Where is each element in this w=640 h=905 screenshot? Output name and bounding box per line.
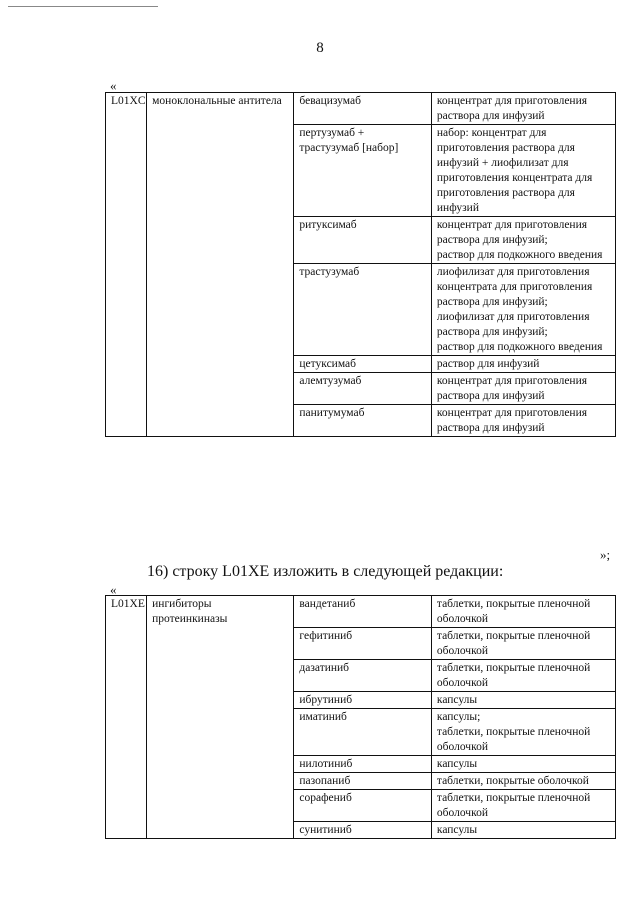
drug-name-cell: нилотиниб [294, 756, 432, 773]
dosage-form-line: набор: концентрат для приготовления раствора для инфузий + лиофилизат для приготовления концентрата для приготовления раствора для инфузий [436, 127, 593, 214]
closing-quote: »; [600, 547, 611, 562]
instruction-text: 16) строку L01XE изложить в следующей редакции: [147, 563, 504, 580]
drug-name-cell: пазопаниб [294, 773, 432, 790]
dosage-form-cell [431, 756, 615, 773]
dosage-form-cell [431, 709, 615, 756]
dosage-form-line: раствор для подкожного введения [436, 341, 603, 353]
dosage-form-line: таблетки, покрытые пленочной оболочкой [436, 630, 591, 657]
drug-name-cell: ибрутиниб [294, 692, 432, 709]
dosage-form-cell [431, 628, 615, 660]
drug-name-cell: гефитиниб [294, 628, 432, 660]
drug-name-cell: сорафениб [294, 790, 432, 822]
dosage-form-line: капсулы [436, 824, 478, 836]
dosage-form-line: концентрат для приготовления раствора для инфузий [436, 375, 588, 402]
drug-name-cell: цетуксимаб [294, 356, 432, 373]
dosage-form-line: таблетки, покрытые пленочной оболочкой [436, 662, 591, 689]
drug-name-cell: панитумумаб [294, 405, 432, 437]
atc-code-cell: L01XE [106, 596, 147, 839]
dosage-form-cell [431, 125, 615, 217]
drug-group-cell: моноклональные антитела [147, 93, 294, 437]
dosage-form-cell [431, 264, 615, 356]
drug-name-cell: вандетаниб [294, 596, 432, 628]
dosage-form-cell [431, 596, 615, 628]
dosage-form-cell [431, 405, 615, 437]
dosage-form-line: капсулы; [436, 711, 481, 723]
dosage-form-line: таблетки, покрытые пленочной оболочкой [436, 598, 591, 625]
drug-name-cell: дазатиниб [294, 660, 432, 692]
drug-name-cell: ритуксимаб [294, 217, 432, 264]
dosage-form-line: таблетки, покрытые оболочкой [436, 775, 589, 787]
table-row [106, 596, 616, 628]
drug-table-l01xe [105, 595, 616, 839]
dosage-form-line: раствор для подкожного введения [436, 249, 603, 261]
opening-quote-2: « [110, 582, 117, 597]
drug-table-l01xc [105, 92, 616, 437]
dosage-form-cell [431, 692, 615, 709]
drug-name-cell: сунитиниб [294, 822, 432, 839]
dosage-form-cell [431, 93, 615, 125]
dosage-form-line: лиофилизат для приготовления раствора для инфузий; [436, 311, 590, 338]
dosage-form-line: концентрат для приготовления раствора для инфузий [436, 95, 588, 122]
dosage-form-line: раствор для инфузий [436, 358, 540, 370]
dosage-form-line: капсулы [436, 758, 478, 770]
dosage-form-line: концентрат для приготовления раствора для инфузий [436, 407, 588, 434]
top-rule [8, 6, 158, 7]
table-row [106, 93, 616, 125]
drug-name-cell: пертузумаб + трастузумаб [набор] [294, 125, 432, 217]
drug-name-cell: алемтузумаб [294, 373, 432, 405]
dosage-form-cell [431, 217, 615, 264]
page-number: 8 [316, 40, 324, 56]
dosage-form-cell [431, 356, 615, 373]
dosage-form-cell [431, 822, 615, 839]
dosage-form-cell [431, 373, 615, 405]
dosage-form-cell [431, 773, 615, 790]
atc-code-cell: L01XC [106, 93, 147, 437]
dosage-form-line: концентрат для приготовления раствора для инфузий; [436, 219, 588, 246]
drug-name-cell: трастузумаб [294, 264, 432, 356]
dosage-form-cell [431, 660, 615, 692]
dosage-form-line: капсулы [436, 694, 478, 706]
drug-name-cell: бевацизумаб [294, 93, 432, 125]
dosage-form-cell [431, 790, 615, 822]
drug-group-cell: ингибиторы протеинкиназы [147, 596, 294, 839]
opening-quote-1: « [110, 78, 117, 93]
dosage-form-line: таблетки, покрытые пленочной оболочкой [436, 792, 591, 819]
dosage-form-line: таблетки, покрытые пленочной оболочкой [436, 726, 591, 753]
dosage-form-line: лиофилизат для приготовления концентрата для приготовления раствора для инфузий; [436, 266, 593, 308]
drug-name-cell: иматиниб [294, 709, 432, 756]
